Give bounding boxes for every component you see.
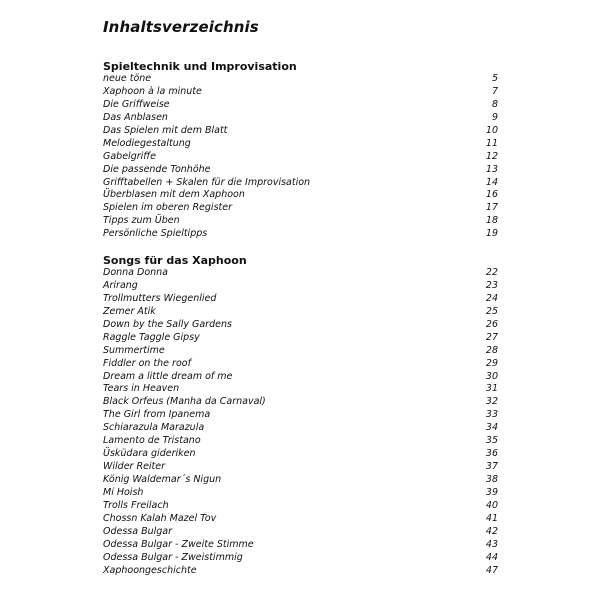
toc-entry-title: Xaphoon à la minute — [103, 85, 202, 97]
toc-entry — [103, 177, 498, 190]
toc-entry-title: Das Anblasen — [103, 111, 168, 123]
toc-entry-title: Raggle Taggle Gipsy — [103, 331, 200, 343]
toc-entry — [103, 189, 498, 202]
toc-entry-page-number: 34 — [485, 422, 498, 434]
toc-entry-page-number: 31 — [485, 383, 498, 395]
toc-entry-page-number: 14 — [485, 176, 498, 188]
toc-entry-title: neue töne — [103, 73, 152, 84]
toc-entry-page-number: 9 — [491, 111, 498, 123]
toc-entry — [103, 435, 498, 448]
toc-entry — [103, 202, 498, 215]
toc-entry — [103, 513, 498, 526]
section-heading: Spieltechnik und Improvisation — [103, 60, 297, 73]
toc-entry-title: Das Spielen mit dem Blatt — [103, 124, 228, 136]
toc-entry — [103, 319, 498, 332]
toc-entry-page-number: 38 — [485, 474, 498, 485]
toc-entry-page-number: 40 — [485, 499, 498, 511]
toc-entry — [103, 422, 498, 435]
toc-entry-title: Odessa Bulgar - Zweistimmig — [103, 551, 243, 563]
toc-entry-page-number: 47 — [485, 564, 498, 576]
toc-entry-page-number: 26 — [485, 318, 498, 330]
toc-entry-title: Down by the Sally Gardens — [103, 318, 232, 330]
toc-entry-page-number: 17 — [485, 202, 498, 214]
toc-entry — [103, 539, 498, 552]
toc-entry-page-number: 39 — [485, 486, 498, 498]
toc-entry-page-number: 22 — [485, 267, 498, 278]
toc-entry — [103, 73, 498, 86]
toc-entry — [103, 358, 498, 371]
toc-entry-page-number: 29 — [485, 357, 498, 369]
toc-entry — [103, 99, 498, 112]
toc-entry-title: Melodiegestaltung — [103, 137, 191, 149]
toc-entry-title: Chossn Kalah Mazel Tov — [103, 512, 217, 524]
toc-entry-page-number: 23 — [485, 279, 498, 291]
toc-entry-title: Trolls Freilach — [103, 499, 169, 511]
toc-entry — [103, 228, 498, 241]
toc-entry-title: Lamento de Tristano — [103, 435, 201, 447]
toc-entry — [103, 552, 498, 565]
toc-entry-title: Schiarazula Marazula — [103, 422, 205, 434]
toc-entry-title: The Girl from Ipanema — [103, 409, 211, 421]
toc-entry — [103, 293, 498, 306]
toc-entry-page-number: 30 — [485, 370, 498, 382]
toc-entry-title: Die Griffweise — [103, 98, 170, 110]
toc-entry-page-number: 27 — [485, 331, 498, 343]
toc-entry-title: Arirang — [103, 279, 138, 291]
toc-entry — [103, 112, 498, 125]
toc-entry-page-number: 8 — [491, 98, 498, 110]
toc-entry-page-number: 24 — [485, 292, 498, 304]
toc-entry-page-number: 35 — [485, 435, 498, 447]
toc-entry-page-number: 42 — [485, 525, 498, 537]
toc-entry-title: Tears in Heaven — [103, 383, 180, 395]
toc-entry-page-number: 13 — [485, 163, 498, 175]
toc-entry-title: Persönliche Spieltipps — [103, 228, 208, 240]
toc-entry-page-number: 44 — [485, 551, 498, 563]
toc-entry — [103, 332, 498, 345]
toc-entry — [103, 125, 498, 138]
toc-entry-page-number: 33 — [485, 409, 498, 421]
toc-entry-page-number: 43 — [485, 538, 498, 550]
toc-entry-list — [103, 73, 498, 241]
toc-entry-page-number: 36 — [485, 448, 498, 460]
toc-entry — [103, 487, 498, 500]
toc-entry-title: Trollmutters Wiegenlied — [103, 292, 217, 304]
toc-entry — [103, 215, 498, 228]
toc-entry-page-number: 11 — [485, 137, 498, 149]
toc-entry — [103, 164, 498, 177]
toc-entry — [103, 448, 498, 461]
toc-entry-title: Die passende Tonhöhe — [103, 163, 211, 175]
toc-entry-page-number: 16 — [485, 189, 498, 201]
toc-entry — [103, 396, 498, 409]
toc-entry — [103, 500, 498, 513]
toc-entry-page-number: 32 — [485, 396, 498, 408]
toc-entry — [103, 267, 498, 280]
section-heading: Songs für das Xaphoon — [103, 254, 247, 267]
toc-entry — [103, 371, 498, 384]
toc-entry-page-number: 12 — [485, 150, 498, 162]
toc-entry-title: Wilder Reiter — [103, 461, 166, 473]
toc-entry-title: Überblasen mit dem Xaphoon — [103, 189, 245, 201]
toc-entry — [103, 151, 498, 164]
toc-section — [103, 60, 498, 241]
toc-entry-title: Odessa Bulgar — [103, 525, 173, 537]
toc-entry — [103, 461, 498, 474]
toc-entry-title: Fiddler on the roof — [103, 357, 191, 369]
toc-entry-title: Xaphoongeschichte — [103, 564, 197, 576]
toc-entry-page-number: 25 — [485, 305, 498, 317]
toc-entry — [103, 306, 498, 319]
toc-entry-page-number: 28 — [485, 344, 498, 356]
toc-entry — [103, 345, 498, 358]
toc-entry-page-number: 37 — [485, 461, 498, 473]
toc-entry-title: Black Orfeus (Manha da Carnaval) — [103, 396, 266, 408]
toc-section — [103, 254, 498, 578]
toc-entry-page-number: 7 — [491, 85, 498, 97]
toc-entry — [103, 526, 498, 539]
toc-entry-title: Summertime — [103, 344, 165, 356]
toc-entry — [103, 409, 498, 422]
toc-entry-title: Dream a little dream of me — [103, 370, 233, 382]
toc-entry-title: Grifftabellen + Skalen für die Improvisation — [103, 176, 311, 188]
toc-entry — [103, 474, 498, 487]
toc-entry-title: Spielen im oberen Register — [103, 202, 233, 214]
toc-entry — [103, 86, 498, 99]
toc-entry — [103, 383, 498, 396]
page-title: Inhaltsverzeichnis — [103, 18, 259, 36]
toc-entry-page-number: 19 — [485, 228, 498, 240]
toc-entry-title: Mi Hoish — [103, 486, 144, 498]
toc-entry — [103, 138, 498, 151]
toc-entry — [103, 565, 498, 578]
toc-entry-page-number: 18 — [485, 215, 498, 227]
toc-entry-page-number: 10 — [485, 124, 498, 136]
toc-entry-title: Zemer Atik — [103, 305, 156, 317]
toc-entry-list — [103, 267, 498, 578]
toc-entry-title: Gabelgriffe — [103, 150, 156, 162]
toc-entry-title: König Waldemar´s Nigun — [103, 474, 222, 485]
toc-entry-title: Tipps zum Üben — [103, 215, 180, 227]
toc-entry-page-number: 5 — [491, 73, 498, 84]
toc-entry-page-number: 41 — [485, 512, 498, 524]
toc-entry-title: Üsküdara gideriken — [103, 448, 196, 460]
toc-entry — [103, 280, 498, 293]
toc-entry-title: Donna Donna — [103, 267, 169, 278]
toc-entry-title: Odessa Bulgar - Zweite Stimme — [103, 538, 254, 550]
